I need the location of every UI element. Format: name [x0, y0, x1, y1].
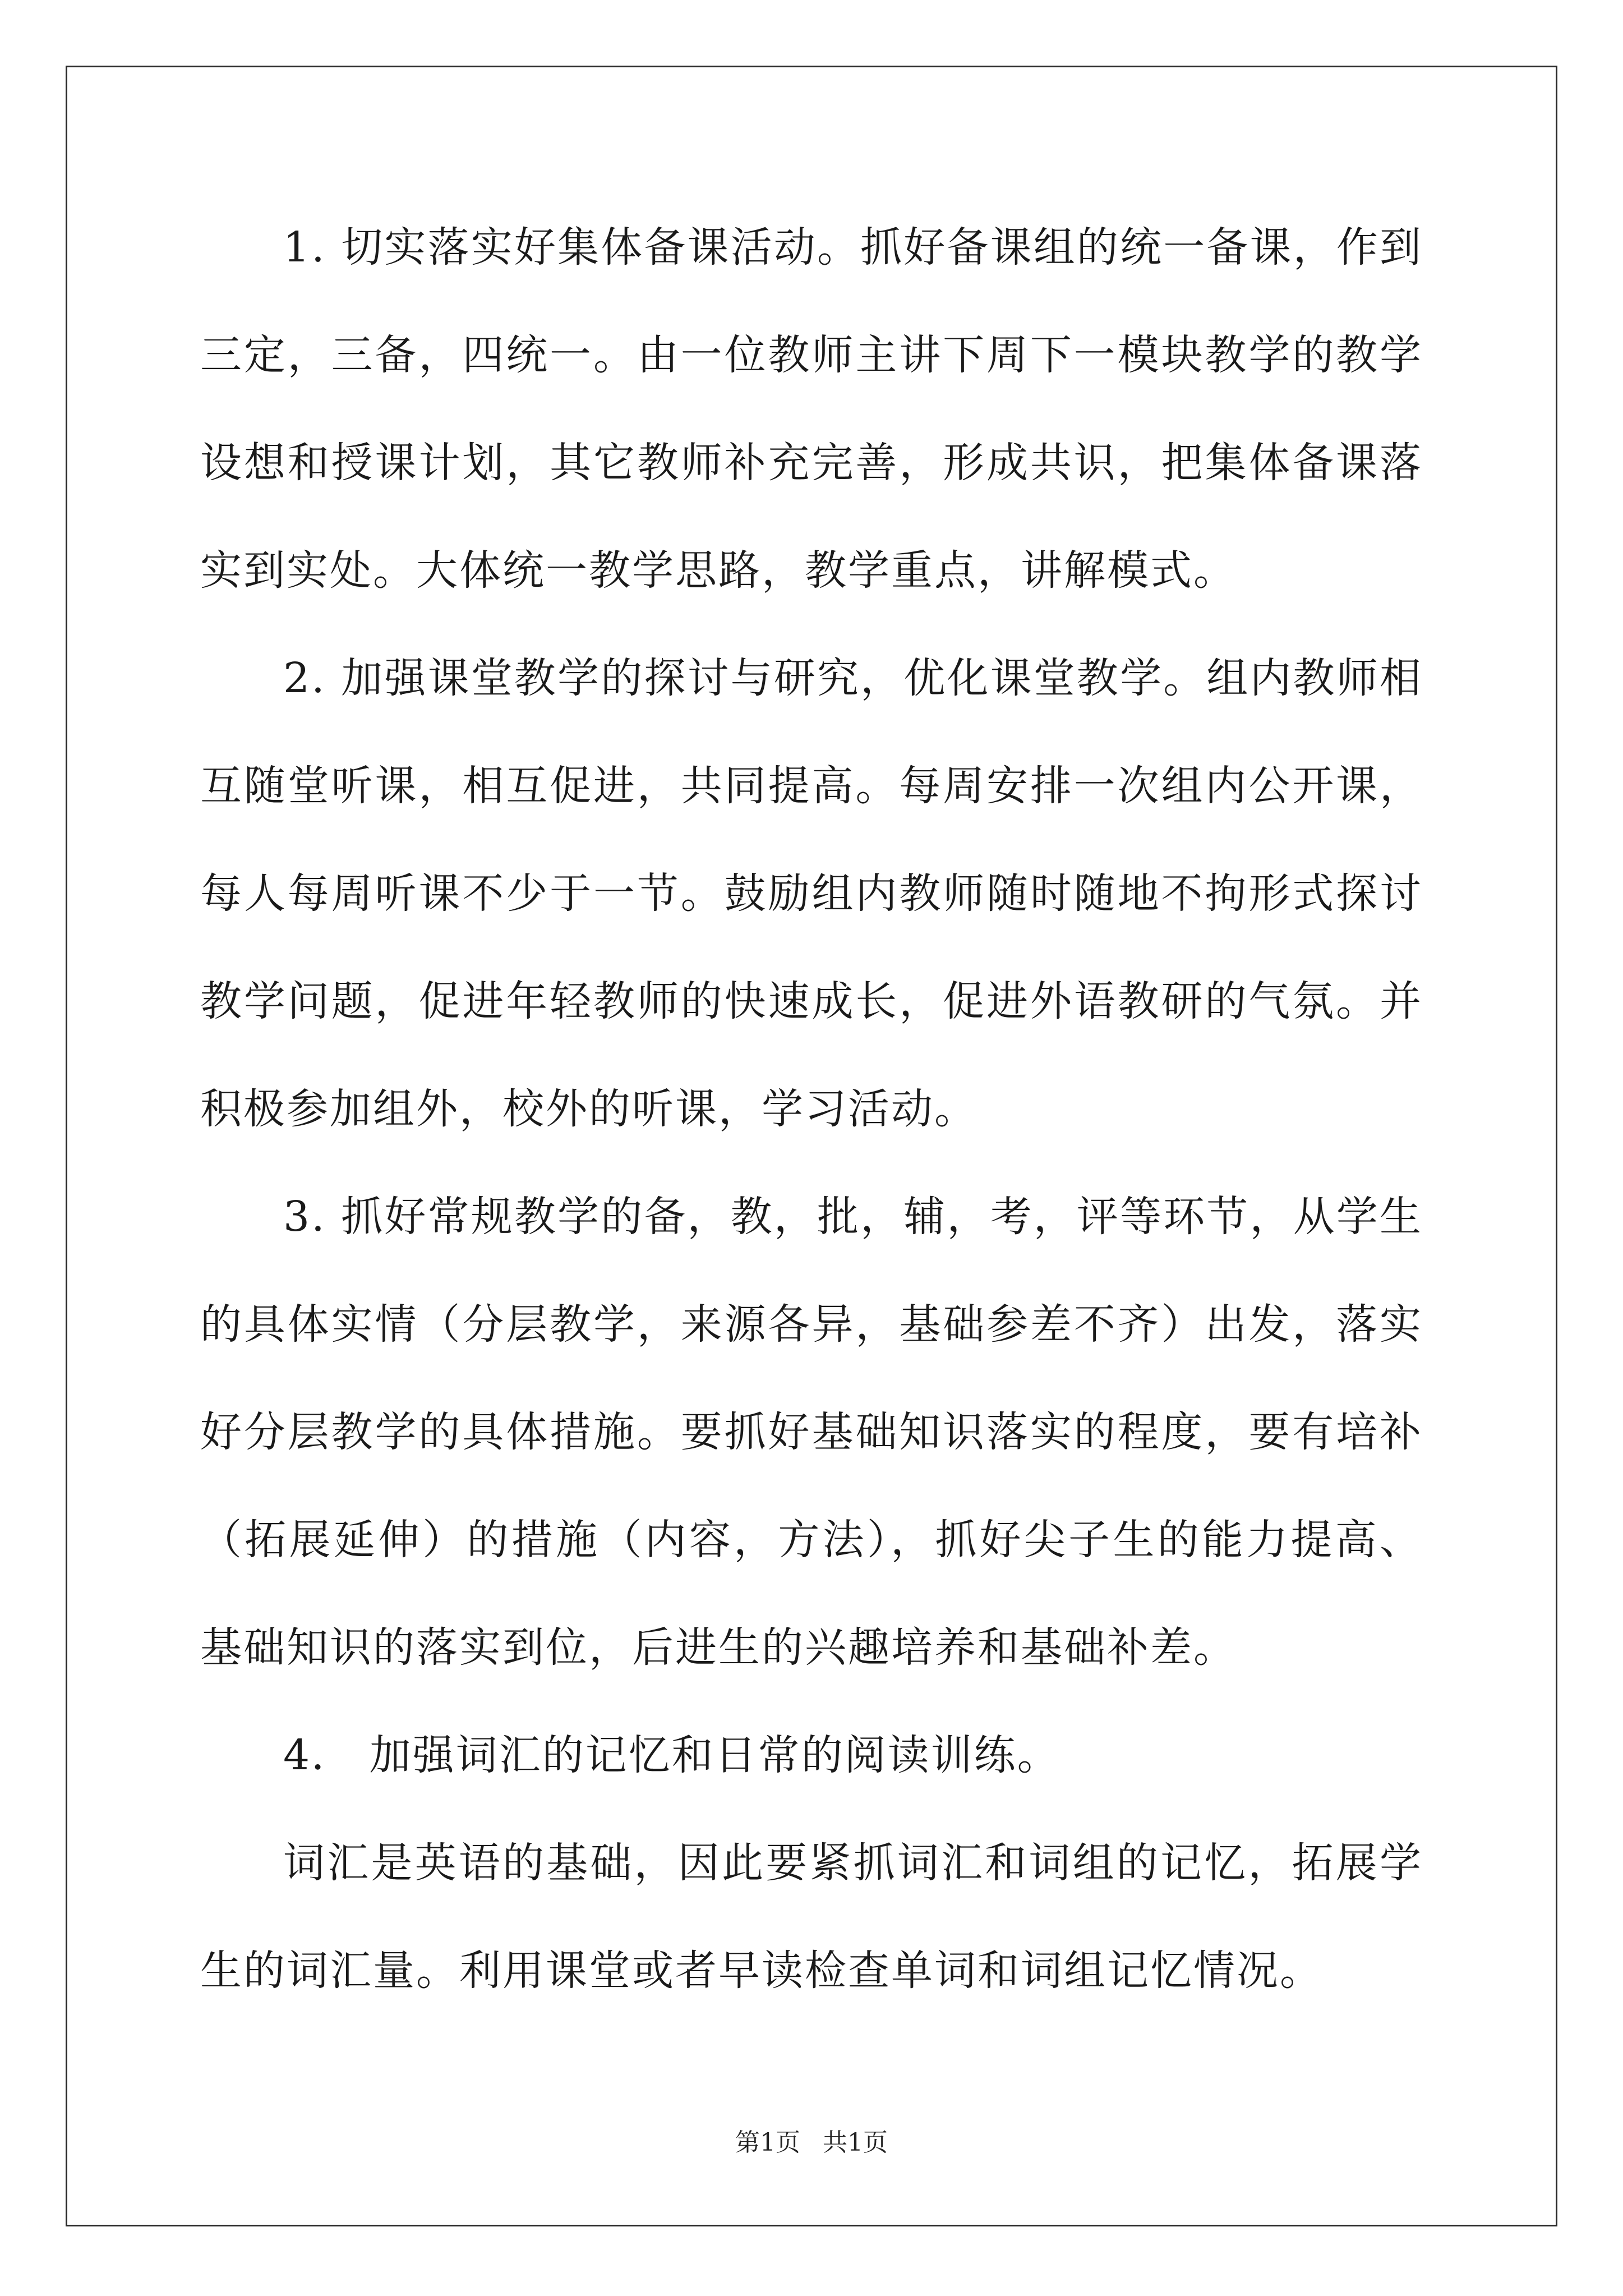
page-number: 第1页 — [735, 2128, 800, 2157]
page-footer — [0, 2126, 1623, 2160]
paragraph-4: 4． 加强词汇的记忆和日常的阅读训练。 — [283, 1731, 1061, 1779]
paragraph-5: 词汇是英语的基础，因此要紧抓词汇和词组的记忆，拓展学生的词汇量。利用课堂或者早读检查单词和词组记忆情况。 — [200, 1839, 1423, 1995]
paragraph-2: 2. 加强课堂教学的探讨与研究，优化课堂教学。组内教师相互随堂听课，相互促进，共同提高。每周安排一次组内公开课，每人每周听课不少于一节。鼓励组内教师随时随地不拘形式探讨教学问题，促进年轻教师的快速成长，促进外语教研的气氛。并积极参加组外，校外的听课，学习活动。 — [200, 654, 1423, 1133]
page-total: 共1页 — [823, 2128, 888, 2157]
paragraph-3: 3. 抓好常规教学的备，教，批，辅，考，评等环节，从学生的具体实情（分层教学，来源各异，基础参差不齐）出发，落实好分层教学的具体措施。要抓好基础知识落实的程度，要有培补（拓展延伸）的措施（内容，方法），抓好尖子生的能力提高、基础知识的落实到位，后进生的兴趣培养和基础补差。 — [200, 1193, 1423, 1672]
paragraph-1: 1. 切实落实好集体备课活动。抓好备课组的统一备课，作到三定，三备，四统一。由一位教师主讲下周下一模块教学的教学设想和授课计划，其它教师补充完善，形成共识，把集体备课落实到实处。大体统一教学思路，教学重点，讲解模式。 — [200, 223, 1423, 595]
document-body — [200, 194, 1423, 2024]
